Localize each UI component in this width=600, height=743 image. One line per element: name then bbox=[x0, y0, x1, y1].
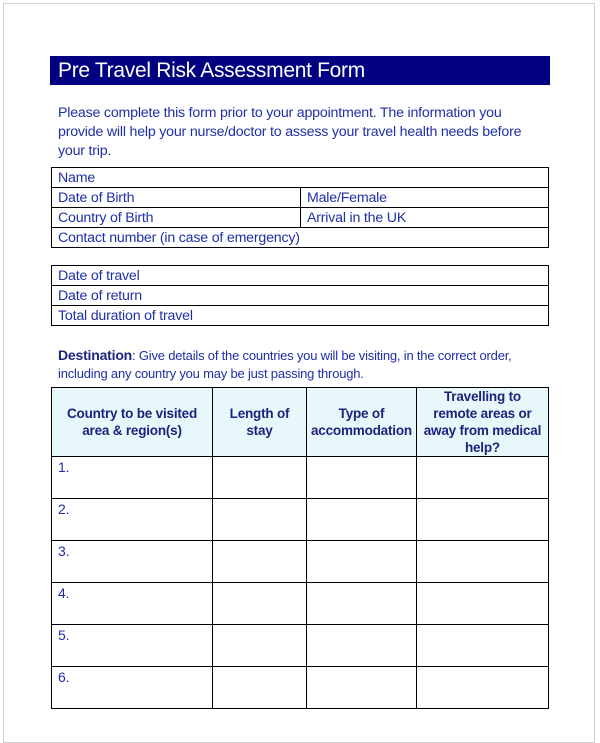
table-row bbox=[52, 457, 549, 499]
date-of-return-field[interactable]: Date of return bbox=[52, 286, 549, 306]
table-cell[interactable] bbox=[213, 667, 307, 709]
row-number[interactable]: 2. bbox=[52, 499, 213, 541]
table-cell[interactable] bbox=[307, 583, 417, 625]
table-cell[interactable] bbox=[416, 499, 548, 541]
row-number[interactable]: 5. bbox=[52, 625, 213, 667]
table-cell[interactable] bbox=[416, 583, 548, 625]
header-accommodation: Type of accommodation bbox=[307, 388, 417, 457]
row-number[interactable]: 6. bbox=[52, 667, 213, 709]
table-cell[interactable] bbox=[416, 625, 548, 667]
table-cell[interactable] bbox=[307, 625, 417, 667]
date-of-travel-field[interactable]: Date of travel bbox=[52, 266, 549, 286]
table-row bbox=[52, 499, 549, 541]
personal-details-table bbox=[51, 167, 549, 248]
table-cell[interactable] bbox=[213, 499, 307, 541]
table-cell[interactable] bbox=[213, 541, 307, 583]
intro-text: Please complete this form prior to your appointment. The information you provide will help your nurse/doctor to assess your travel health needs before your trip. bbox=[58, 105, 522, 159]
dob-field[interactable]: Date of Birth bbox=[52, 188, 301, 208]
form-title: Pre Travel Risk Assessment Form bbox=[50, 56, 550, 85]
table-row bbox=[52, 583, 549, 625]
header-country: Country to be visited area & region(s) bbox=[52, 388, 213, 457]
table-row bbox=[52, 667, 549, 709]
row-number[interactable]: 4. bbox=[52, 583, 213, 625]
total-duration-field[interactable]: Total duration of travel bbox=[52, 306, 549, 326]
table-cell[interactable] bbox=[213, 583, 307, 625]
header-length-of-stay: Length of stay bbox=[213, 388, 307, 457]
name-field[interactable]: Name bbox=[52, 168, 549, 188]
table-cell[interactable] bbox=[307, 457, 417, 499]
destination-instructions: : Give details of the countries you will be visiting, in the correct order, including any country you may be just passing through. bbox=[58, 348, 512, 381]
contact-number-field[interactable]: Contact number (in case of emergency) bbox=[52, 228, 549, 248]
table-cell[interactable] bbox=[416, 667, 548, 709]
row-number[interactable]: 3. bbox=[52, 541, 213, 583]
table-cell[interactable] bbox=[416, 541, 548, 583]
header-remote-areas: Travelling to remote areas or away from medical help? bbox=[416, 388, 548, 457]
table-cell[interactable] bbox=[307, 541, 417, 583]
row-number[interactable]: 1. bbox=[52, 457, 213, 499]
table-cell[interactable] bbox=[416, 457, 548, 499]
table-row bbox=[52, 541, 549, 583]
travel-dates-table bbox=[51, 265, 549, 326]
table-cell[interactable] bbox=[307, 667, 417, 709]
destination-note bbox=[58, 346, 548, 383]
table-cell[interactable] bbox=[307, 499, 417, 541]
arrival-uk-field[interactable]: Arrival in the UK bbox=[301, 208, 549, 228]
destination-label: Destination bbox=[58, 347, 133, 363]
table-cell[interactable] bbox=[213, 625, 307, 667]
destination-table bbox=[51, 387, 549, 709]
country-of-birth-field[interactable]: Country of Birth bbox=[52, 208, 301, 228]
sex-field[interactable]: Male/Female bbox=[301, 188, 549, 208]
table-cell[interactable] bbox=[213, 457, 307, 499]
table-row bbox=[52, 625, 549, 667]
